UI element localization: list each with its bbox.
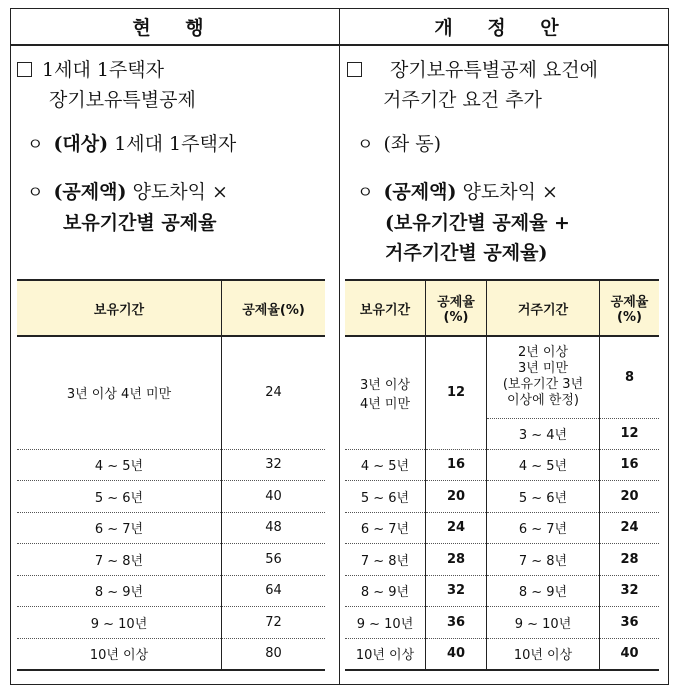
- right-heading-line2: 거주기간 요건 추가: [383, 89, 542, 111]
- hold-period-cell: 10년 이상: [345, 638, 426, 670]
- table-row: [17, 481, 325, 513]
- res-rate-cell: 36: [600, 607, 660, 639]
- col-holding-period: 보유기간: [345, 280, 426, 336]
- hold-rate-cell: 20: [426, 481, 487, 513]
- circle-bullet-icon: ㅇ: [27, 183, 44, 203]
- res-rate-cell: 16: [600, 449, 660, 481]
- hold-rate-cell: 32: [426, 575, 487, 607]
- table-row: [17, 638, 325, 670]
- res-period-cell: 5 ~ 6년: [487, 481, 600, 513]
- column-divider: [339, 44, 340, 684]
- table-row: [17, 512, 325, 544]
- period-cell: 8 ~ 9년: [17, 575, 222, 607]
- current-header: 현 행: [11, 9, 340, 44]
- table-row: [345, 336, 659, 418]
- right-heading: [347, 55, 598, 115]
- hold-rate-cell: 24: [426, 512, 487, 544]
- res-period-cell: 3 ~ 4년: [487, 418, 600, 449]
- table-row: [17, 575, 325, 607]
- hold-rate-cell: 40: [426, 638, 487, 670]
- table-row: [17, 336, 325, 449]
- rate-cell: 64: [222, 575, 326, 607]
- res-period-cell: 9 ~ 10년: [487, 607, 600, 639]
- right-amount-line3: 거주기간별 공제율): [385, 242, 548, 264]
- right-amount: [357, 177, 570, 268]
- hold-rate-cell: 36: [426, 607, 487, 639]
- rate-cell: 24: [222, 336, 326, 449]
- rate-cell: 40: [222, 481, 326, 513]
- res-period-cell: 10년 이상: [487, 638, 600, 670]
- amount-value: 양도차익 ×: [132, 181, 228, 203]
- res-rate-cell: 32: [600, 575, 660, 607]
- right-heading-line1: 장기보유특별공제 요건에: [390, 59, 598, 81]
- period-cell: 4 ~ 5년: [17, 449, 222, 481]
- circle-bullet-icon: ㅇ: [357, 183, 374, 203]
- circle-bullet-icon: ㅇ: [27, 135, 44, 155]
- comparison-frame: [10, 8, 669, 685]
- hold-period-cell: 9 ~ 10년: [345, 607, 426, 639]
- table-row: [17, 607, 325, 639]
- hold-rate-cell: 28: [426, 544, 487, 576]
- amount-label: (공제액): [53, 181, 127, 203]
- period-cell: 7 ~ 8년: [17, 544, 222, 576]
- left-rate-table: [17, 279, 325, 671]
- left-heading: [17, 55, 196, 115]
- res-period-cell: 2년 이상 3년 미만 (보유기간 3년 이상에 한정): [487, 336, 600, 418]
- rate-cell: 56: [222, 544, 326, 576]
- right-amount-label: (공제액): [383, 181, 457, 203]
- circle-bullet-icon: ㅇ: [357, 135, 374, 155]
- col-rate: 공제율(%): [222, 280, 326, 336]
- table-row: [17, 449, 325, 481]
- table-row: [345, 575, 659, 607]
- res-rate-cell: 24: [600, 512, 660, 544]
- period-cell: 3년 이상 4년 미만: [17, 336, 222, 449]
- hold-period-cell: 6 ~ 7년: [345, 512, 426, 544]
- rate-cell: 32: [222, 449, 326, 481]
- res-period-cell: 6 ~ 7년: [487, 512, 600, 544]
- table-row: [345, 449, 659, 481]
- right-amount-line2: (보유기간별 공제율 +: [385, 212, 570, 234]
- right-rate-table: [345, 279, 659, 671]
- table-row: [345, 544, 659, 576]
- hold-rate-cell: 12: [426, 336, 487, 449]
- table-row: [345, 512, 659, 544]
- revised-header: 개 정 안: [434, 17, 573, 39]
- target-value: 1세대 1주택자: [114, 133, 237, 155]
- col-residence-period: 거주기간: [487, 280, 600, 336]
- rate-cell: 80: [222, 638, 326, 670]
- hold-period-cell: 4 ~ 5년: [345, 449, 426, 481]
- right-amount-value: 양도차익 ×: [462, 181, 558, 203]
- res-rate-cell: 20: [600, 481, 660, 513]
- res-period-cell: 8 ~ 9년: [487, 575, 600, 607]
- hold-period-cell: 5 ~ 6년: [345, 481, 426, 513]
- period-cell: 9 ~ 10년: [17, 607, 222, 639]
- table-row: [345, 481, 659, 513]
- left-heading-line1: 1세대 1주택자: [42, 59, 164, 81]
- rate-cell: 72: [222, 607, 326, 639]
- res-rate-cell: 12: [600, 418, 660, 449]
- period-cell: 10년 이상: [17, 638, 222, 670]
- checkbox-icon: [347, 62, 362, 77]
- col-holding-period: 보유기간: [17, 280, 222, 336]
- hold-rate-cell: 16: [426, 449, 487, 481]
- res-rate-cell: 40: [600, 638, 660, 670]
- hold-period-cell: 3년 이상 4년 미만: [345, 336, 426, 449]
- col-residence-rate: 공제율 (%): [600, 280, 660, 336]
- hold-period-cell: 8 ~ 9년: [345, 575, 426, 607]
- res-rate-cell: 8: [600, 336, 660, 418]
- checkbox-icon: [17, 62, 32, 77]
- res-period-cell: 4 ~ 5년: [487, 449, 600, 481]
- right-target-value: (좌 동): [383, 133, 442, 155]
- target-label: (대상): [53, 133, 109, 155]
- hold-period-cell: 7 ~ 8년: [345, 544, 426, 576]
- period-cell: 6 ~ 7년: [17, 512, 222, 544]
- rate-cell: 48: [222, 512, 326, 544]
- col-holding-rate: 공제율 (%): [426, 280, 487, 336]
- left-heading-line2: 장기보유특별공제: [49, 89, 196, 111]
- table-row: [17, 544, 325, 576]
- left-target: [27, 129, 236, 160]
- right-target: [357, 129, 441, 160]
- table-row: [345, 607, 659, 639]
- amount-line2: 보유기간별 공제율: [63, 212, 217, 234]
- table-row: [345, 638, 659, 670]
- period-cell: 5 ~ 6년: [17, 481, 222, 513]
- res-rate-cell: 28: [600, 544, 660, 576]
- res-period-cell: 7 ~ 8년: [487, 544, 600, 576]
- left-amount: [27, 177, 228, 238]
